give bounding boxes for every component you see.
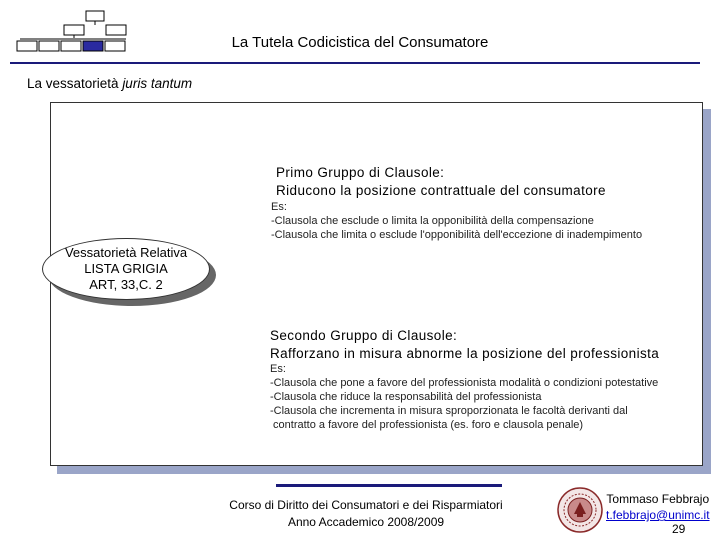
group1-example-item: -Clausola che esclude o limita la opponibilità della compensazione bbox=[271, 215, 594, 227]
group1-example-label: Es: bbox=[271, 201, 287, 213]
group2-example-item: -Clausola che pone a favore del professionista modalità o condizioni potestative bbox=[270, 377, 659, 389]
group1-example-item: -Clausola che limita o esclude l'opponibilità dell'eccezione di inadempimento bbox=[271, 229, 643, 241]
group2-examples bbox=[270, 362, 658, 432]
oval-line-1: Vessatorietà Relativa bbox=[64, 245, 188, 260]
group2-example-item: contratto a favore del professionista (es. foro e clausola penale) bbox=[270, 419, 584, 431]
group1-title-line1: Primo Gruppo di Clausole: bbox=[276, 165, 445, 180]
oval-line-3: ART, 33,C. 2 bbox=[89, 277, 163, 292]
footer-divider bbox=[276, 484, 502, 487]
academic-year: Anno Accademico 2008/2009 bbox=[287, 515, 445, 529]
group1-examples bbox=[271, 200, 642, 242]
group2-example-item: -Clausola che riduce la responsabilità del professionista bbox=[270, 391, 542, 403]
author-block bbox=[606, 491, 710, 523]
classification-oval bbox=[42, 238, 210, 300]
group2-title-line1: Secondo Gruppo di Clausole: bbox=[270, 328, 458, 343]
group2-title-line2: Rafforzano in misura abnorme la posizione del professionista bbox=[270, 346, 660, 361]
slide-subtitle bbox=[27, 76, 192, 91]
group2-example-label: Es: bbox=[270, 363, 286, 375]
group1-heading bbox=[276, 164, 606, 200]
group2-example-item: -Clausola che incrementa in misura sproporzionata le facoltà derivanti dal bbox=[270, 405, 628, 417]
subtitle-prefix: La vessatorietà bbox=[27, 76, 123, 91]
course-name: Corso di Diritto dei Consumatori e dei Risparmiatori bbox=[229, 498, 503, 512]
slide-title: La Tutela Codicistica del Consumatore bbox=[231, 34, 489, 51]
group1-title-line2: Riducono la posizione contrattuale del consumatore bbox=[276, 183, 606, 198]
oval-line-2: LISTA GRIGIA bbox=[84, 261, 168, 276]
author-email-link[interactable]: t.febbrajo@unimc.it bbox=[606, 508, 710, 522]
author-name: Tommaso Febbrajo bbox=[606, 492, 710, 506]
course-info bbox=[206, 497, 526, 531]
group2-heading bbox=[270, 327, 659, 363]
header-divider bbox=[10, 62, 700, 64]
subtitle-emphasis: juris tantum bbox=[122, 76, 193, 91]
org-chart-icon bbox=[14, 8, 132, 56]
page-number: 29 bbox=[672, 522, 686, 536]
university-seal-icon bbox=[557, 487, 603, 533]
